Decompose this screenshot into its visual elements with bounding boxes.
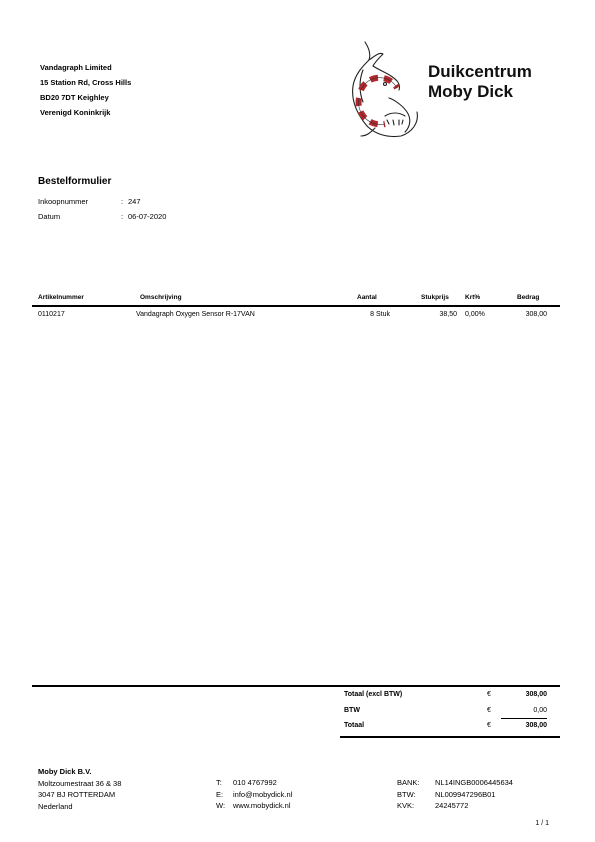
totals-value-vat: 0,00 xyxy=(533,707,547,714)
footer-address xyxy=(38,766,121,812)
cell-unit-price: 38,50 xyxy=(439,311,457,318)
totals-label-subtotal: Totaal (excl BTW) xyxy=(344,691,403,698)
meta-value-date: 06-07-2020 xyxy=(128,212,167,221)
footer-bank xyxy=(397,777,513,812)
column-header-unit-price: Stukprijs xyxy=(421,294,449,301)
footer-contact-key: T: xyxy=(216,778,222,787)
footer-kvk-number: 24245772 xyxy=(435,801,469,810)
meta-value-order-number: 247 xyxy=(128,197,141,206)
totals-top-divider xyxy=(32,685,560,687)
footer-vat-number: NL009947296B01 xyxy=(435,789,496,799)
company-name-line: Moby Dick xyxy=(428,82,514,101)
meta-label-date: Datum xyxy=(38,212,61,221)
company-name xyxy=(428,62,532,102)
supplier-line: Vandagraph Limited xyxy=(40,63,112,72)
footer-address-line: Moltzoumestraat 36 & 38 xyxy=(38,778,122,788)
supplier-line: Verenigd Koninkrijk xyxy=(40,108,111,117)
cell-article: 0110217 xyxy=(38,311,65,318)
column-header-discount: Krt% xyxy=(465,294,481,301)
meta-colon: : xyxy=(121,212,124,221)
footer-company-name: Moby Dick B.V. xyxy=(38,767,92,776)
footer-contact-key: W: xyxy=(216,801,226,810)
column-header-amount: Bedrag xyxy=(517,294,540,301)
supplier-line: 15 Station Rd, Cross Hills xyxy=(40,78,132,87)
footer-email: info@mobydick.nl xyxy=(233,789,293,799)
totals-bottom-divider xyxy=(340,736,560,738)
supplier-line: BD20 7DT Keighley xyxy=(40,93,109,102)
company-name-line: Duikcentrum xyxy=(428,62,532,81)
column-header-quantity: Aantal xyxy=(357,294,377,301)
page-number: 1 / 1 xyxy=(535,820,549,827)
cell-quantity: 8 Stuk xyxy=(370,311,390,318)
cell-description: Vandagraph Oxygen Sensor R-17VAN xyxy=(136,311,255,318)
footer-website: www.mobydick.nl xyxy=(233,801,291,810)
totals-label-total: Totaal xyxy=(344,722,365,729)
table-header-divider xyxy=(32,305,560,307)
footer-address-line: 3047 BJ ROTTERDAM xyxy=(38,790,116,799)
footer-bank-key: KVK: xyxy=(397,801,415,810)
totals-value-total: 308,00 xyxy=(525,722,547,729)
column-header-article: Artikelnummer xyxy=(38,294,84,301)
totals-label-vat: BTW xyxy=(344,707,360,714)
totals-currency: € xyxy=(487,691,491,698)
supplier-address xyxy=(40,60,131,120)
whale-logo-icon xyxy=(345,40,423,140)
footer-phone: 010 4767992 xyxy=(233,778,277,787)
meta-colon: : xyxy=(121,197,124,206)
footer-bank-key: BTW: xyxy=(397,789,416,799)
cell-amount: 308,00 xyxy=(525,311,547,318)
column-header-description: Omschrijving xyxy=(140,294,182,301)
footer-bank-account: NL14INGB0006445634 xyxy=(435,778,513,787)
totals-value-subtotal: 308,00 xyxy=(525,691,547,698)
footer-contact xyxy=(216,777,292,812)
totals-currency: € xyxy=(487,722,491,729)
cell-discount: 0,00% xyxy=(465,311,485,318)
footer-bank-key: BANK: xyxy=(397,778,420,787)
totals-sum-line xyxy=(501,718,547,719)
footer-contact-key: E: xyxy=(216,789,224,799)
totals-currency: € xyxy=(487,707,491,714)
footer-address-line: Nederland xyxy=(38,801,73,811)
meta-label-order-number: Inkoopnummer xyxy=(38,197,89,206)
form-title: Bestelformulier xyxy=(38,176,112,187)
